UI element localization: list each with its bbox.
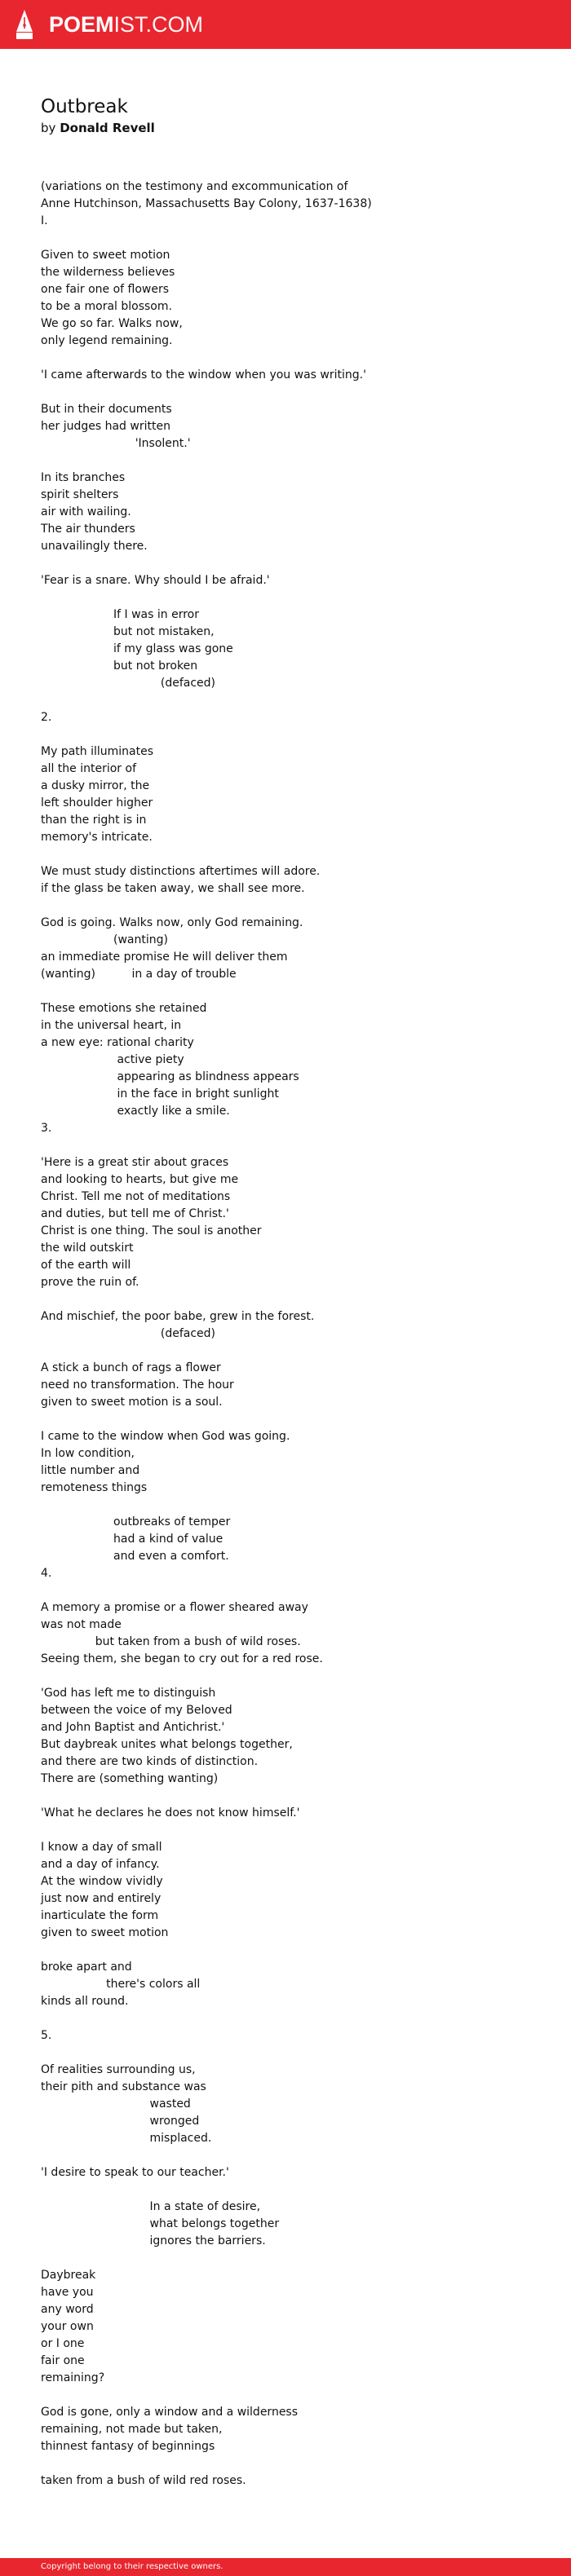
- poem-line: In its branches: [41, 471, 126, 484]
- poem-line: if the glass be taken away, we shall see more.: [41, 882, 305, 895]
- pen-nib-icon[interactable]: [15, 9, 34, 40]
- poem-line: [41, 1582, 547, 1599]
- poem-line: God is going. Walks now, only God remaining.: [41, 916, 303, 929]
- poem-line: Daybreak: [41, 2269, 96, 2282]
- poem-line: 'What he declares he does not know himself.': [41, 1806, 300, 1820]
- poem-line: [41, 1668, 547, 1685]
- poem-line: I know a day of small: [41, 1841, 162, 1854]
- logo-bold-text: POEM: [49, 12, 114, 37]
- poem-line: the wilderness believes: [41, 266, 175, 279]
- poem-line: [41, 2147, 547, 2164]
- logo-light-text: IST.COM: [113, 12, 204, 37]
- poem-line: but not mistaken,: [41, 625, 215, 638]
- poem-line: [41, 350, 547, 367]
- poem-line: prove the ruin of.: [41, 1276, 139, 1289]
- site-footer: [0, 2558, 571, 2576]
- author-link[interactable]: Donald Revell: [60, 121, 155, 135]
- site-header: [0, 0, 571, 49]
- poem-line: and a day of infancy.: [41, 1858, 160, 1871]
- poem-line: [41, 1137, 547, 1154]
- poem-line: wasted: [41, 2097, 191, 2111]
- poem-line: Christ. Tell me not of meditations: [41, 1190, 231, 1203]
- poem-line: but not broken: [41, 659, 198, 673]
- poem-line: [41, 1788, 547, 1805]
- poem-line: spirit shelters: [41, 488, 119, 501]
- poem-line: any word: [41, 2303, 94, 2316]
- poem-line: of the earth will: [41, 1259, 131, 1272]
- poem-body: [41, 179, 547, 2490]
- poem-line: [41, 452, 547, 470]
- poem-line: 2.: [41, 711, 52, 724]
- poem-line: remaining?: [41, 2371, 105, 2384]
- poem-line: But in their documents: [41, 403, 172, 416]
- poem-line: [41, 1942, 547, 1959]
- poem-line: thinnest fantasy of beginnings: [41, 2440, 215, 2453]
- poem-line: broke apart and: [41, 1961, 132, 1974]
- poem-line: [41, 983, 547, 1000]
- poem-line: 'Fear is a snare. Why should I be afraid.': [41, 574, 270, 587]
- poem-line: ignores the barriers.: [41, 2234, 266, 2247]
- poem-line: given to sweet motion is a soul.: [41, 1396, 223, 1409]
- poem-line: inarticulate the form: [41, 1909, 159, 1922]
- poem-line: 'I came afterwards to the window when you was writing.': [41, 368, 366, 382]
- poem-line: 'Here is a great stir about graces: [41, 1156, 229, 1169]
- poem-line: than the right is in: [41, 814, 147, 827]
- poem-line: there's colors all: [41, 1978, 201, 1991]
- poem-line: remaining, not made but taken,: [41, 2423, 223, 2436]
- poem-line: and there are two kinds of distinction.: [41, 1755, 259, 1768]
- poem-line: memory's intricate.: [41, 831, 153, 844]
- poem-line: and John Baptist and Antichrist.': [41, 1721, 225, 1734]
- poem-line: [41, 230, 547, 247]
- poem-line: kinds all round.: [41, 1995, 129, 2008]
- poem-line: I came to the window when God was going.: [41, 1430, 290, 1443]
- poem-line: A memory a promise or a flower sheared away: [41, 1601, 308, 1614]
- poem-line: [41, 2387, 547, 2404]
- poem-line: between the voice of my Beloved: [41, 1704, 232, 1717]
- poem-line: (wanting) in a day of trouble: [41, 968, 237, 981]
- poem-line: have you: [41, 2286, 94, 2299]
- poem-line: Seeing them, she began to cry out for a red rose.: [41, 1652, 323, 1665]
- poem-line: 3.: [41, 1122, 52, 1135]
- poem-line: Christ is one thing. The soul is another: [41, 1224, 262, 1237]
- poem-line: If I was in error: [41, 608, 199, 621]
- poem-line: or I one: [41, 2337, 85, 2350]
- poem-line: only legend remaining.: [41, 334, 173, 347]
- poem-line: taken from a bush of wild red roses.: [41, 2474, 246, 2487]
- poem-line: in the universal heart, in: [41, 1019, 182, 1032]
- poem-line: [41, 589, 547, 607]
- poem-line: In low condition,: [41, 1447, 135, 1460]
- poem-line: an immediate promise He will deliver them: [41, 951, 288, 964]
- poem-line: 5.: [41, 2029, 52, 2042]
- poem-line: Anne Hutchinson, Massachusetts Bay Colony, 1637-1638): [41, 197, 372, 210]
- poem-line: At the window vividly: [41, 1875, 163, 1888]
- poem-line: in the face in bright sunlight: [41, 1087, 279, 1101]
- poem-line: [41, 1291, 547, 1308]
- poem-line: [41, 726, 547, 743]
- poem-title: Outbreak: [41, 96, 128, 117]
- poem-line: [41, 898, 547, 915]
- poem-line: [41, 2044, 547, 2062]
- poem-line: fair one: [41, 2354, 85, 2367]
- poem-line: [41, 1822, 547, 1839]
- poem-line: [41, 2455, 547, 2472]
- poem-line: Of realities surrounding us,: [41, 2063, 196, 2076]
- poem-line: your own: [41, 2320, 94, 2333]
- poem-line: And mischief, the poor babe, grew in the forest.: [41, 1310, 315, 1323]
- poem-line: There are (something wanting): [41, 1772, 219, 1785]
- poem-line: air with wailing.: [41, 505, 131, 518]
- poem-line: My path illuminates: [41, 745, 154, 758]
- poem-line: was not made: [41, 1618, 122, 1631]
- site-logo[interactable]: [49, 11, 203, 37]
- poem-line: misplaced.: [41, 2132, 212, 2145]
- poem-line: one fair one of flowers: [41, 283, 170, 296]
- poem-line: and looking to hearts, but give me: [41, 1173, 239, 1186]
- poem-line: what belongs together: [41, 2217, 280, 2230]
- poem-line: But daybreak unites what belongs together,: [41, 1738, 293, 1751]
- poem-line: outbreaks of temper: [41, 1515, 231, 1528]
- poem-line: wronged: [41, 2115, 200, 2128]
- poem-line: to be a moral blossom.: [41, 300, 172, 313]
- poem-line: [41, 1411, 547, 1428]
- poem-line: 'I desire to speak to our teacher.': [41, 2166, 229, 2179]
- poem-byline: [41, 120, 155, 136]
- poem-line: [41, 555, 547, 572]
- poem-line: if my glass was gone: [41, 642, 233, 655]
- poem-line: little number and: [41, 1464, 140, 1477]
- poem-line: [41, 1343, 547, 1360]
- poem-line: left shoulder higher: [41, 796, 153, 809]
- poem-line: [41, 2181, 547, 2199]
- poem-line: 4.: [41, 1567, 52, 1580]
- poem-line: had a kind of value: [41, 1533, 224, 1546]
- poem-line: a dusky mirror, the: [41, 779, 150, 792]
- poem-line: need no transformation. The hour: [41, 1378, 234, 1392]
- poem-line: In a state of desire,: [41, 2200, 261, 2213]
- poem-line: exactly like a smile.: [41, 1105, 230, 1118]
- poem-line: God is gone, only a window and a wilderness: [41, 2406, 299, 2419]
- poem-line: a new eye: rational charity: [41, 1036, 194, 1049]
- poem-line: but taken from a bush of wild roses.: [41, 1635, 301, 1648]
- poem-line: active piety: [41, 1053, 184, 1066]
- poem-line: 'Insolent.': [41, 437, 191, 450]
- poem-line: We go so far. Walks now,: [41, 317, 183, 330]
- poem-line: and duties, but tell me of Christ.': [41, 1207, 229, 1220]
- poem-line: all the interior of: [41, 762, 137, 775]
- poem-line: [41, 2010, 547, 2027]
- poem-line: (variations on the testimony and excommunication of: [41, 180, 348, 193]
- poem-line: her judges had written: [41, 420, 170, 433]
- poem-line: The air thunders: [41, 523, 135, 536]
- poem-line: 'God has left me to distinguish: [41, 1687, 216, 1700]
- poem-line: [41, 692, 547, 709]
- poem-line: (defaced): [41, 1327, 215, 1340]
- poem-line: A stick a bunch of rags a flower: [41, 1361, 221, 1374]
- poem-line: their pith and substance was: [41, 2080, 206, 2093]
- poem-line: [41, 2250, 547, 2267]
- copyright-text: Copyright belong to their respective owners.: [41, 2562, 224, 2571]
- poem-line: I.: [41, 214, 48, 227]
- poem-line: given to sweet motion: [41, 1926, 169, 1939]
- poem-line: remoteness things: [41, 1481, 148, 1494]
- poem-line: (wanting): [41, 933, 168, 946]
- poem-line: We must study distinctions aftertimes will adore.: [41, 865, 321, 878]
- poem-line: the wild outskirt: [41, 1242, 134, 1255]
- poem-line: (defaced): [41, 677, 215, 690]
- poem-line: appearing as blindness appears: [41, 1070, 299, 1083]
- poem-line: [41, 1497, 547, 1514]
- poem-line: [41, 846, 547, 863]
- poem-line: [41, 384, 547, 401]
- poem-line: unavailingly there.: [41, 540, 148, 553]
- poem-line: and even a comfort.: [41, 1550, 229, 1563]
- byline-prefix: by: [41, 121, 56, 135]
- poem-line: Given to sweet motion: [41, 249, 170, 262]
- poem-line: These emotions she retained: [41, 1002, 207, 1015]
- poem-line: just now and entirely: [41, 1892, 162, 1905]
